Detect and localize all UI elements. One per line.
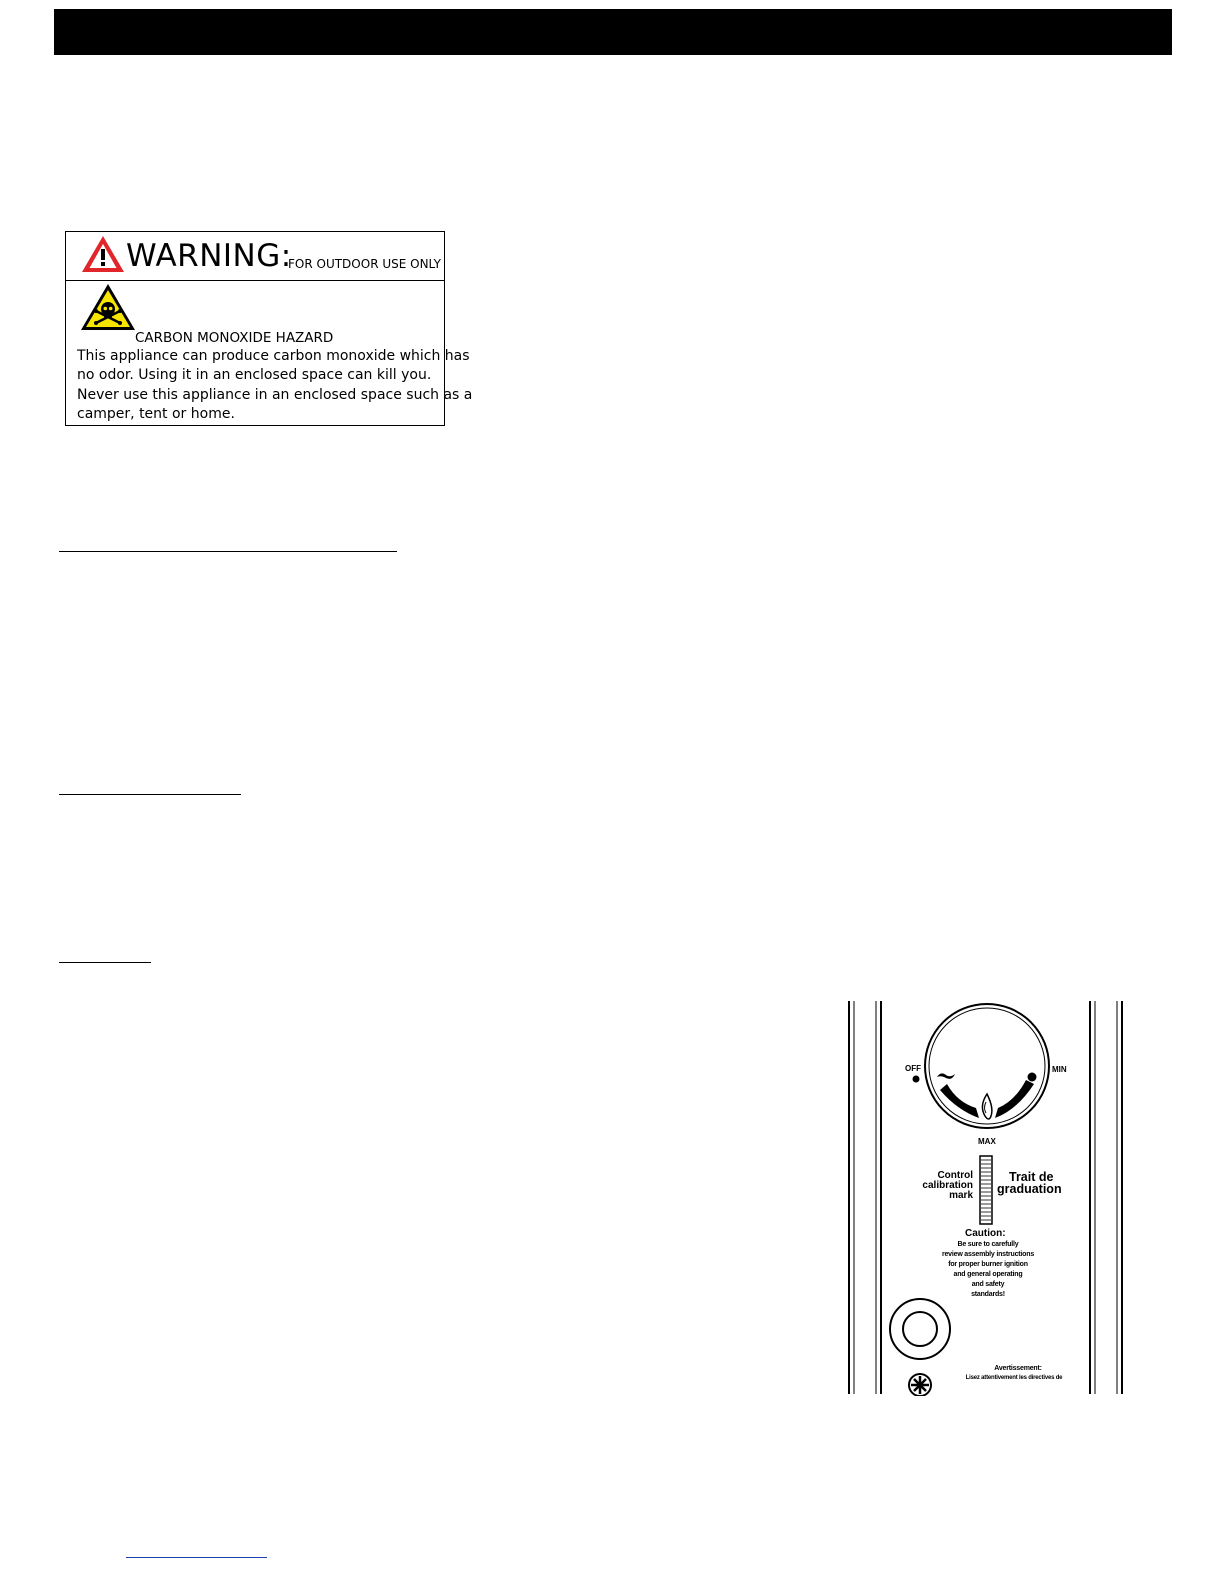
calibration-label: Control calibration mark — [922, 1170, 973, 1201]
control-panel-outline — [845, 998, 1130, 1396]
hazard-line: camper, tent or home. — [77, 405, 235, 422]
french-caution-title: Avertissement: — [994, 1365, 1042, 1372]
max-label: MAX — [978, 1137, 996, 1146]
warning-header — [66, 232, 444, 281]
skull-crossbones-icon — [79, 282, 137, 332]
caution-title: Caution: — [965, 1228, 1006, 1239]
hazard-text — [77, 347, 473, 424]
hazard-title: CARBON MONOXIDE HAZARD — [135, 330, 334, 346]
hazard-line: Never use this appliance in an enclosed space such as a — [77, 386, 473, 403]
warning-label — [65, 231, 473, 426]
warning-subheading: FOR OUTDOOR USE ONLY — [288, 257, 441, 271]
warning-heading: WARNING: — [126, 238, 292, 274]
min-label: MIN — [1052, 1065, 1067, 1074]
section-heading-underline — [59, 794, 241, 795]
hazard-line: This appliance can produce carbon monoxide which has — [77, 348, 470, 364]
hazard-line: no odor. Using it in an enclosed space can kill you. — [77, 367, 432, 384]
control-panel-diagram — [845, 998, 1130, 1396]
link-underline — [126, 1557, 267, 1558]
caution-text: Be sure to carefully review assembly instructions for proper burner ignition and general operating and safety standards! — [941, 1241, 1035, 1298]
section-heading-underline — [59, 962, 151, 963]
section-heading-underline — [59, 551, 397, 552]
warning-triangle-icon — [80, 234, 126, 274]
off-label: OFF — [905, 1064, 921, 1073]
header-bar — [54, 9, 1172, 55]
french-calibration-label: Trait de graduation — [997, 1170, 1062, 1196]
french-caution-text: Lisez attentivement les directives de — [965, 1375, 1063, 1381]
